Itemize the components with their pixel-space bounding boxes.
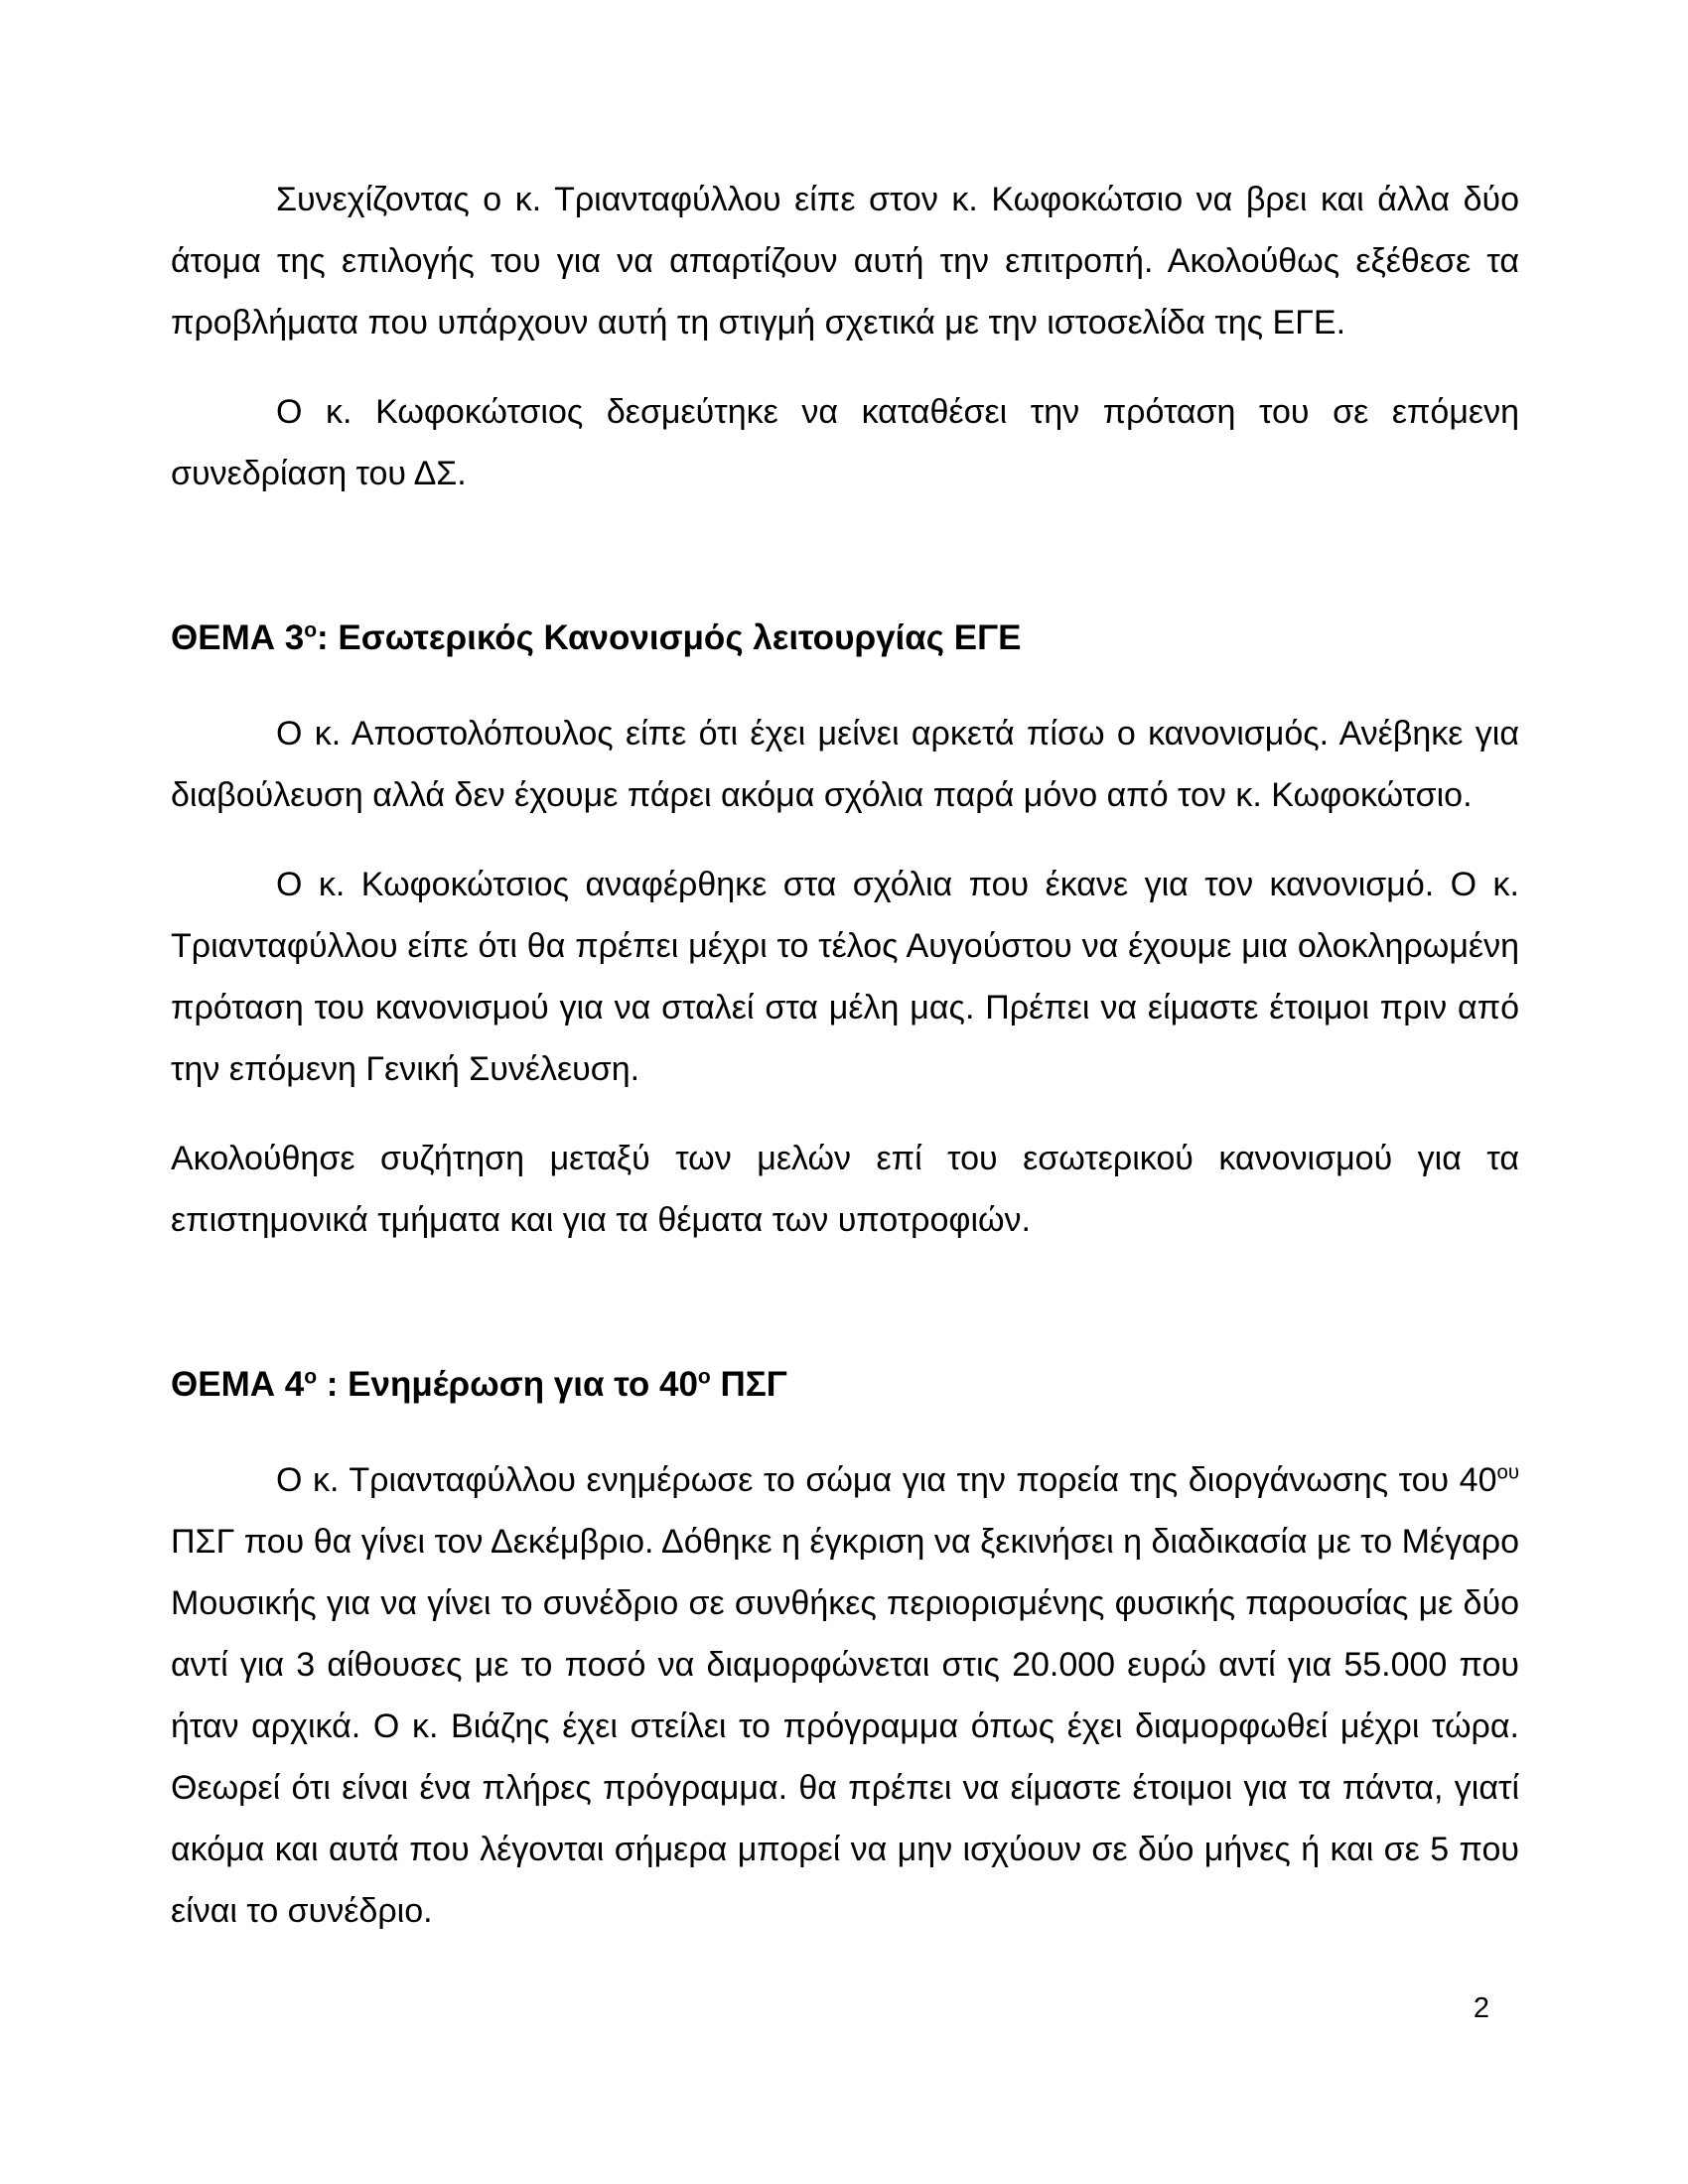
ordinal-superscript: ο [697,1365,711,1389]
section-heading [171,608,1519,669]
document-body [171,169,1519,1970]
text-run: ΠΣΓ που θα γίνει τον Δεκέμβριο. Δόθηκε η έγκριση να ξεκινήσει η διαδικασία με το Μέγαρο Μουσικής για να γίνει το συνέδριο σε συνθήκες περιορισμένης φυσικής παρουσίας με δύο αντί για 3 αίθουσες με το ποσό να διαμορφώνεται στις 20.000 ευρώ αντί για 55.000 που ήταν αρχικά. Ο κ. Βιάζης έχει στείλει το πρόγραμμα όπως έχει διαμορφωθεί μέχρι τώρα. Θεωρεί ότι είναι ένα πλήρες πρόγραμμα. θα πρέπει να είμαστε έτοιμοι για τα πάντα, γιατί ακόμα και αυτά που λέγονται σήμερα μπορεί να μην ισχύουν σε δύο μήνες ή και σε 5 που είναι το συνέδριο. [171,1523,1519,1930]
page-number: 2 [1473,1992,1489,2024]
ordinal-superscript: ο [304,618,318,642]
paragraph [171,1128,1519,1251]
text-run: Ο κ. Κωφοκώτσιος αναφέρθηκε στα σχόλια που έκανε για τον κανονισμό. Ο κ. Τριανταφύλλου είπε ότι θα πρέπει μέχρι το τέλος Αυγούστου να έχουμε μια ολοκληρωμένη πρόταση του κανονισμού για να σταλεί στα μέλη μας. Πρέπει να είμαστε έτοιμοι πριν από την επόμενη Γενική Συνέλευση. [171,866,1519,1088]
section-heading [171,1354,1519,1416]
text-run: : Εσωτερικός Κανονισμός λειτουργίας ΕΓΕ [317,618,1022,657]
paragraph [171,381,1519,504]
text-run: ΠΣΓ [710,1365,787,1404]
paragraph [171,854,1519,1100]
text-run: Ο κ. Κωφοκώτσιος δεσμεύτηκε να καταθέσει την πρόταση του σε επόμενη συνεδρίαση του ΔΣ. [171,393,1519,492]
text-run: Συνεχίζοντας ο κ. Τριανταφύλλου είπε στον κ. Κωφοκώτσιο να βρει και άλλα δύο άτομα της επιλογής του για να απαρτίζουν αυτή την επιτροπή. Ακολούθως εξέθεσε τα προβλήματα που υπάρχουν αυτή τη στιγμή σχετικά με την ιστοσελίδα της ΕΓΕ. [171,181,1519,341]
ordinal-superscript: ου [1496,1461,1519,1484]
paragraph [171,1449,1519,1942]
text-run: : Ενημέρωση για το 40 [317,1365,698,1404]
paragraph [171,169,1519,353]
ordinal-superscript: ο [304,1365,318,1389]
text-run: Ακολούθησε συζήτηση μεταξύ των μελών επί του εσωτερικού κανονισμού για τα επιστημονικά τμήματα και για τα θέματα των υποτροφιών. [171,1140,1519,1239]
text-run: ΘΕΜΑ 4 [171,1365,305,1404]
text-run: Ο κ. Αποστολόπουλος είπε ότι έχει μείνει αρκετά πίσω ο κανονισμός. Ανέβηκε για διαβούλευση αλλά δεν έχουμε πάρει ακόμα σχόλια παρά μόνο από τον κ. Κωφοκώτσιο. [171,715,1519,814]
paragraph [171,703,1519,826]
text-run: ΘΕΜΑ 3 [171,618,305,657]
text-run: Ο κ. Τριανταφύλλου ενημέρωσε το σώμα για την πορεία της διοργάνωσης του 40 [276,1461,1497,1499]
